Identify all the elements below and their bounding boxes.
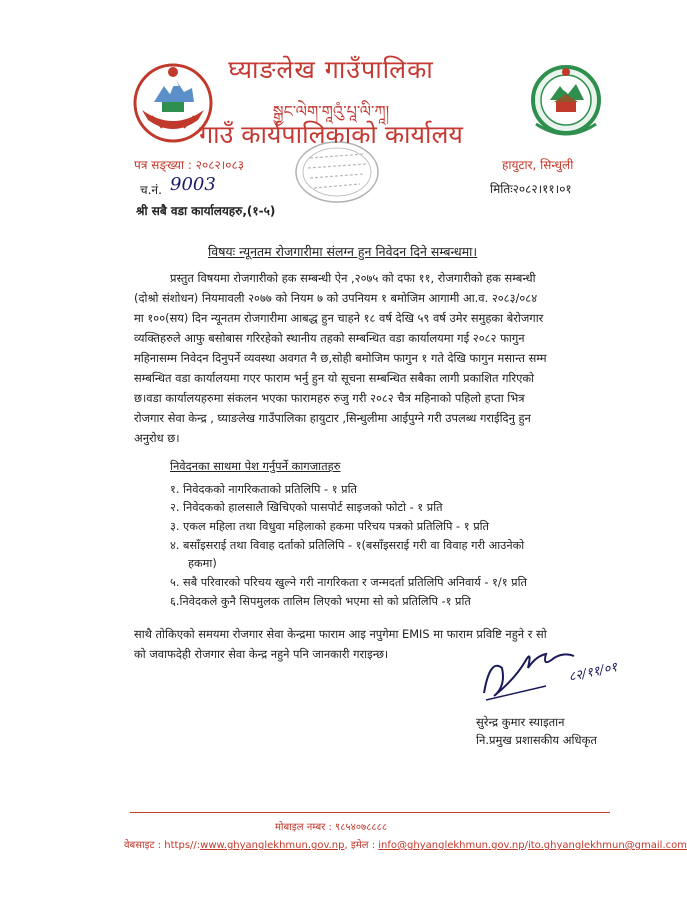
document-item: ३. एकल महिला तथा विधुवा महिलाको हकमा परिचय पत्रको प्रतिलिपि - १ प्रति [170, 520, 489, 533]
body-line: छ।वडा कार्यालयहरुमा संकलन भएका फारामहरु रुजु गरी २०८२ चैत्र महिनाको पहिलो हप्ता भित्र [134, 391, 525, 405]
signatory-name: सुरेन्द्र कुमार स्याइतान [476, 715, 565, 729]
footer-mobile: मोबाइल नम्बर : ९८५४०७८८८८ [274, 822, 388, 833]
municipality-title: घ्याङलेख गाउँपालिका [228, 55, 434, 84]
website-link[interactable]: www.ghyanglekhmun.gov.np [200, 840, 345, 851]
municipality-title-tibetan: སྒྱང་ལེག་གཱའུཾ་པཱ་ལི་ཀཱ། [272, 102, 390, 121]
recipient: श्री सबै वडा कार्यालयहरु,(१-५) [136, 204, 276, 218]
footer-divider [130, 812, 610, 813]
documents-heading: निवेदनका साथमा पेश गर्नुपर्ने कागजातहरु [170, 459, 341, 473]
signatory-title: नि.प्रमुख प्रशासकीय अधिकृत [476, 733, 597, 747]
body-line: प्रस्तुत विषयमा रोजगारीको हक सम्बन्धी ऐन ,२०७५ को दफा ११, रोजगारीको हक सम्बन्धी [170, 271, 536, 285]
email-link[interactable]: info@ghyanglekhmun.gov.np [378, 840, 525, 851]
document-item: १. निवेदकको नागरिकताको प्रतिलिपि - १ प्रति [170, 483, 357, 496]
office-title: गाउँ कार्यपालिकाको कार्यालय [199, 120, 463, 149]
body-line: मा १००(सय) दिन न्यूनतम रोजगारीमा आबद्ध हुन चाहने १८ वर्ष देखि ५९ वर्ष उमेर समुहका बेरोजगार [134, 311, 544, 325]
body-line: अनुरोध छ। [134, 431, 180, 445]
signature-date: ८२/११/०१ [567, 660, 619, 685]
email-label: , इमेल : [344, 840, 376, 851]
document-item: ५. सबै परिवारको परिचय खुल्ने गरी नागरिकता र जन्मदर्ता प्रतिलिपि अनिवार्य - १/१ प्रति [170, 576, 527, 589]
dispatch-number: 9003 [170, 174, 216, 195]
letter-date: मितिः२०८२।११।०१ [490, 182, 572, 196]
body-line: रोजगार सेवा केन्द्र , घ्याङलेख गाउँपालिका हायुटार ,सिन्धुलीमा आईपुग्ने गरी उपलब्ध गराईदिनु हुन [134, 411, 531, 425]
office-location: हायुटार, सिन्धुली [502, 158, 574, 172]
website-label: वेबसाइट : https//: [124, 840, 201, 851]
body-line: महिनासम्म निवेदन दिनुपर्ने व्यवस्था अवगत नै छ,सोही बमोजिम फागुन १ गते देखि फागुन मसान्त सम्म [134, 351, 547, 365]
email-separator: / [524, 840, 528, 851]
closing-line: साथै तोकिएको समयमा रोजगार सेवा केन्द्रमा फाराम आइ नपुगेमा EMIS मा फाराम प्रविष्टि नहुने र सो [134, 627, 547, 641]
body-paragraph [134, 268, 610, 448]
letter-number: पत्र सङ्ख्या : २०८२।०८३ [134, 158, 244, 172]
email-link-secondary[interactable]: ito.ghyanglekhmun@gmail.com [527, 840, 687, 851]
body-line: व्यक्तिहरुले आफु बसोबास गरिरहेको स्थानीय तहको सम्बन्धित वडा कार्यालयमा गई २०८२ फागुन [134, 331, 525, 345]
body-line: सम्बन्धित वडा कार्यालयमा गएर फाराम भर्नु हुन यो सूचना सम्बन्धित सबैका लागी प्रकाशित गरिएको [134, 371, 535, 385]
footer-contact [124, 837, 687, 851]
subject-line: विषयः न्यूनतम रोजगारीमा संलग्न हुन निवेदन दिने सम्बन्धमा। [208, 244, 478, 259]
body-line: (दोश्रो संशोधन) नियमावली २०७७ को नियम ७ को उपनियम १ बमोजिम आगामी आ.व. २०८३/०८४ [134, 291, 538, 305]
closing-line: को जवाफदेही रोजगार सेवा केन्द्र नहुने पनि जानकारी गराइन्छ। [134, 647, 389, 661]
office-stamp [294, 140, 380, 204]
document-item: ४. बसाँइसराई तथा विवाह दर्ताको प्रतिलिपि - १(बसाँइसराई गरी वा विवाह गरी आउनेको [170, 539, 525, 552]
document-item: हकमा) [188, 557, 217, 570]
dispatch-label: च.नं. [140, 183, 162, 197]
document-item: २. निवेदकको हालसालै खिचिएको पासपोर्ट साइजको फोटो - १ प्रति [170, 501, 443, 514]
document-item: ६.निवेदकले कुनै सिपमुलक तालिम लिएको भएमा सो को प्रतिलिपि -१ प्रति [170, 595, 471, 608]
